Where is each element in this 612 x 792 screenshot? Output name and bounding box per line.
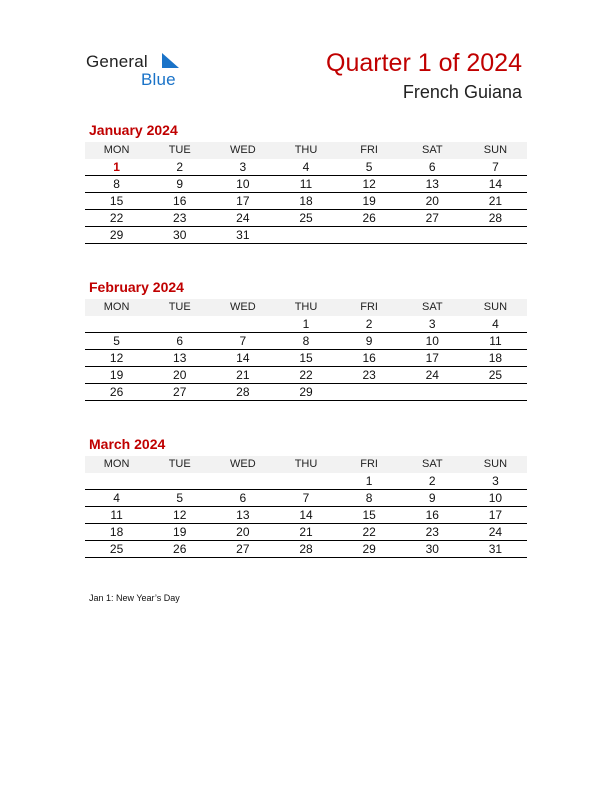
weekday-header: MON bbox=[85, 456, 148, 473]
day-cell: 16 bbox=[401, 507, 464, 524]
day-cell: 19 bbox=[148, 524, 211, 541]
empty-day-cell bbox=[401, 384, 464, 401]
day-cell: 18 bbox=[85, 524, 148, 541]
day-cell: 15 bbox=[85, 193, 148, 210]
weekday-header-row bbox=[85, 142, 527, 159]
weekday-header: WED bbox=[211, 142, 274, 159]
week-row bbox=[85, 227, 527, 244]
day-cell: 2 bbox=[401, 473, 464, 490]
day-cell: 9 bbox=[148, 176, 211, 193]
day-cell: 3 bbox=[464, 473, 527, 490]
day-cell: 23 bbox=[338, 367, 401, 384]
day-cell: 1 bbox=[85, 159, 148, 176]
day-cell: 27 bbox=[148, 384, 211, 401]
weekday-header: SUN bbox=[464, 142, 527, 159]
day-cell: 12 bbox=[338, 176, 401, 193]
day-cell: 28 bbox=[274, 541, 337, 558]
day-cell: 29 bbox=[274, 384, 337, 401]
week-row bbox=[85, 350, 527, 367]
page-title: Quarter 1 of 2024 bbox=[326, 49, 522, 77]
day-cell: 8 bbox=[85, 176, 148, 193]
weekday-header: FRI bbox=[338, 299, 401, 316]
empty-day-cell bbox=[274, 473, 337, 490]
month-block bbox=[85, 122, 527, 244]
empty-day-cell bbox=[338, 227, 401, 244]
day-cell: 4 bbox=[85, 490, 148, 507]
day-cell: 3 bbox=[211, 159, 274, 176]
empty-day-cell bbox=[401, 227, 464, 244]
empty-day-cell bbox=[148, 473, 211, 490]
day-cell: 18 bbox=[464, 350, 527, 367]
holiday-notes bbox=[89, 592, 180, 604]
day-cell: 27 bbox=[401, 210, 464, 227]
day-cell: 17 bbox=[401, 350, 464, 367]
month-title: February 2024 bbox=[89, 279, 184, 295]
week-row bbox=[85, 541, 527, 558]
logo-text-general: General bbox=[86, 52, 148, 71]
day-cell: 5 bbox=[338, 159, 401, 176]
day-cell: 4 bbox=[274, 159, 337, 176]
day-cell: 8 bbox=[338, 490, 401, 507]
day-cell: 15 bbox=[274, 350, 337, 367]
day-cell: 11 bbox=[274, 176, 337, 193]
day-cell: 18 bbox=[274, 193, 337, 210]
day-cell: 22 bbox=[274, 367, 337, 384]
day-cell: 7 bbox=[211, 333, 274, 350]
weekday-header: WED bbox=[211, 299, 274, 316]
holiday-note: Jan 1: New Year’s Day bbox=[89, 593, 180, 603]
day-cell: 21 bbox=[464, 193, 527, 210]
day-cell: 23 bbox=[148, 210, 211, 227]
day-cell: 27 bbox=[211, 541, 274, 558]
day-cell: 16 bbox=[148, 193, 211, 210]
day-cell: 7 bbox=[274, 490, 337, 507]
day-cell: 6 bbox=[148, 333, 211, 350]
month-block bbox=[85, 436, 527, 558]
day-cell: 20 bbox=[401, 193, 464, 210]
weekday-header: SUN bbox=[464, 299, 527, 316]
weekday-header: MON bbox=[85, 299, 148, 316]
logo-text-blue: Blue bbox=[141, 70, 176, 89]
day-cell: 19 bbox=[85, 367, 148, 384]
day-cell: 14 bbox=[211, 350, 274, 367]
day-cell: 13 bbox=[211, 507, 274, 524]
day-cell: 26 bbox=[338, 210, 401, 227]
day-cell: 24 bbox=[211, 210, 274, 227]
day-cell: 31 bbox=[211, 227, 274, 244]
day-cell: 20 bbox=[211, 524, 274, 541]
week-row bbox=[85, 473, 527, 490]
weekday-header: TUE bbox=[148, 456, 211, 473]
day-cell: 28 bbox=[211, 384, 274, 401]
month-grid bbox=[85, 456, 527, 558]
weekday-header: THU bbox=[274, 456, 337, 473]
day-cell: 30 bbox=[401, 541, 464, 558]
day-cell: 24 bbox=[464, 524, 527, 541]
day-cell: 9 bbox=[338, 333, 401, 350]
day-cell: 29 bbox=[338, 541, 401, 558]
weekday-header: WED bbox=[211, 456, 274, 473]
day-cell: 21 bbox=[274, 524, 337, 541]
empty-day-cell bbox=[211, 316, 274, 333]
day-cell: 11 bbox=[464, 333, 527, 350]
weekday-header: SAT bbox=[401, 142, 464, 159]
empty-day-cell bbox=[85, 473, 148, 490]
day-cell: 25 bbox=[85, 541, 148, 558]
day-cell: 26 bbox=[85, 384, 148, 401]
day-cell: 1 bbox=[338, 473, 401, 490]
day-cell: 12 bbox=[85, 350, 148, 367]
day-cell: 21 bbox=[211, 367, 274, 384]
day-cell: 12 bbox=[148, 507, 211, 524]
weekday-header: SUN bbox=[464, 456, 527, 473]
day-cell: 10 bbox=[211, 176, 274, 193]
day-cell: 25 bbox=[464, 367, 527, 384]
day-cell: 11 bbox=[85, 507, 148, 524]
day-cell: 19 bbox=[338, 193, 401, 210]
weekday-header: SAT bbox=[401, 456, 464, 473]
week-row bbox=[85, 333, 527, 350]
weekday-header: FRI bbox=[338, 456, 401, 473]
day-cell: 6 bbox=[211, 490, 274, 507]
day-cell: 25 bbox=[274, 210, 337, 227]
day-cell: 8 bbox=[274, 333, 337, 350]
week-row bbox=[85, 193, 527, 210]
weekday-header: THU bbox=[274, 299, 337, 316]
day-cell: 26 bbox=[148, 541, 211, 558]
day-cell: 2 bbox=[148, 159, 211, 176]
day-cell: 16 bbox=[338, 350, 401, 367]
day-cell: 31 bbox=[464, 541, 527, 558]
weekday-header: TUE bbox=[148, 299, 211, 316]
weekday-header: SAT bbox=[401, 299, 464, 316]
day-cell: 5 bbox=[85, 333, 148, 350]
week-row bbox=[85, 507, 527, 524]
generalblue-logo bbox=[86, 50, 196, 90]
empty-day-cell bbox=[211, 473, 274, 490]
day-cell: 14 bbox=[464, 176, 527, 193]
weekday-header: THU bbox=[274, 142, 337, 159]
day-cell: 17 bbox=[211, 193, 274, 210]
weekday-header: TUE bbox=[148, 142, 211, 159]
day-cell: 9 bbox=[401, 490, 464, 507]
month-grid bbox=[85, 142, 527, 244]
day-cell: 3 bbox=[401, 316, 464, 333]
week-row bbox=[85, 159, 527, 176]
week-row bbox=[85, 524, 527, 541]
weekday-header: FRI bbox=[338, 142, 401, 159]
weekday-header: MON bbox=[85, 142, 148, 159]
empty-day-cell bbox=[338, 384, 401, 401]
month-title: January 2024 bbox=[89, 122, 178, 138]
day-cell: 28 bbox=[464, 210, 527, 227]
day-cell: 2 bbox=[338, 316, 401, 333]
empty-day-cell bbox=[148, 316, 211, 333]
week-row bbox=[85, 316, 527, 333]
day-cell: 23 bbox=[401, 524, 464, 541]
empty-day-cell bbox=[464, 384, 527, 401]
day-cell: 1 bbox=[274, 316, 337, 333]
empty-day-cell bbox=[464, 227, 527, 244]
day-cell: 7 bbox=[464, 159, 527, 176]
week-row bbox=[85, 210, 527, 227]
weekday-header-row bbox=[85, 456, 527, 473]
region-name: French Guiana bbox=[402, 82, 522, 102]
day-cell: 13 bbox=[148, 350, 211, 367]
month-grid bbox=[85, 299, 527, 401]
day-cell: 14 bbox=[274, 507, 337, 524]
day-cell: 10 bbox=[401, 333, 464, 350]
week-row bbox=[85, 490, 527, 507]
day-cell: 15 bbox=[338, 507, 401, 524]
month-title: March 2024 bbox=[89, 436, 166, 452]
day-cell: 17 bbox=[464, 507, 527, 524]
day-cell: 22 bbox=[85, 210, 148, 227]
day-cell: 24 bbox=[401, 367, 464, 384]
day-cell: 20 bbox=[148, 367, 211, 384]
day-cell: 10 bbox=[464, 490, 527, 507]
day-cell: 29 bbox=[85, 227, 148, 244]
week-row bbox=[85, 367, 527, 384]
day-cell: 22 bbox=[338, 524, 401, 541]
day-cell: 6 bbox=[401, 159, 464, 176]
weekday-header-row bbox=[85, 299, 527, 316]
empty-day-cell bbox=[85, 316, 148, 333]
week-row bbox=[85, 384, 527, 401]
day-cell: 5 bbox=[148, 490, 211, 507]
day-cell: 30 bbox=[148, 227, 211, 244]
week-row bbox=[85, 176, 527, 193]
month-block bbox=[85, 279, 527, 401]
day-cell: 4 bbox=[464, 316, 527, 333]
empty-day-cell bbox=[274, 227, 337, 244]
logo-flag-icon bbox=[160, 53, 180, 69]
day-cell: 13 bbox=[401, 176, 464, 193]
